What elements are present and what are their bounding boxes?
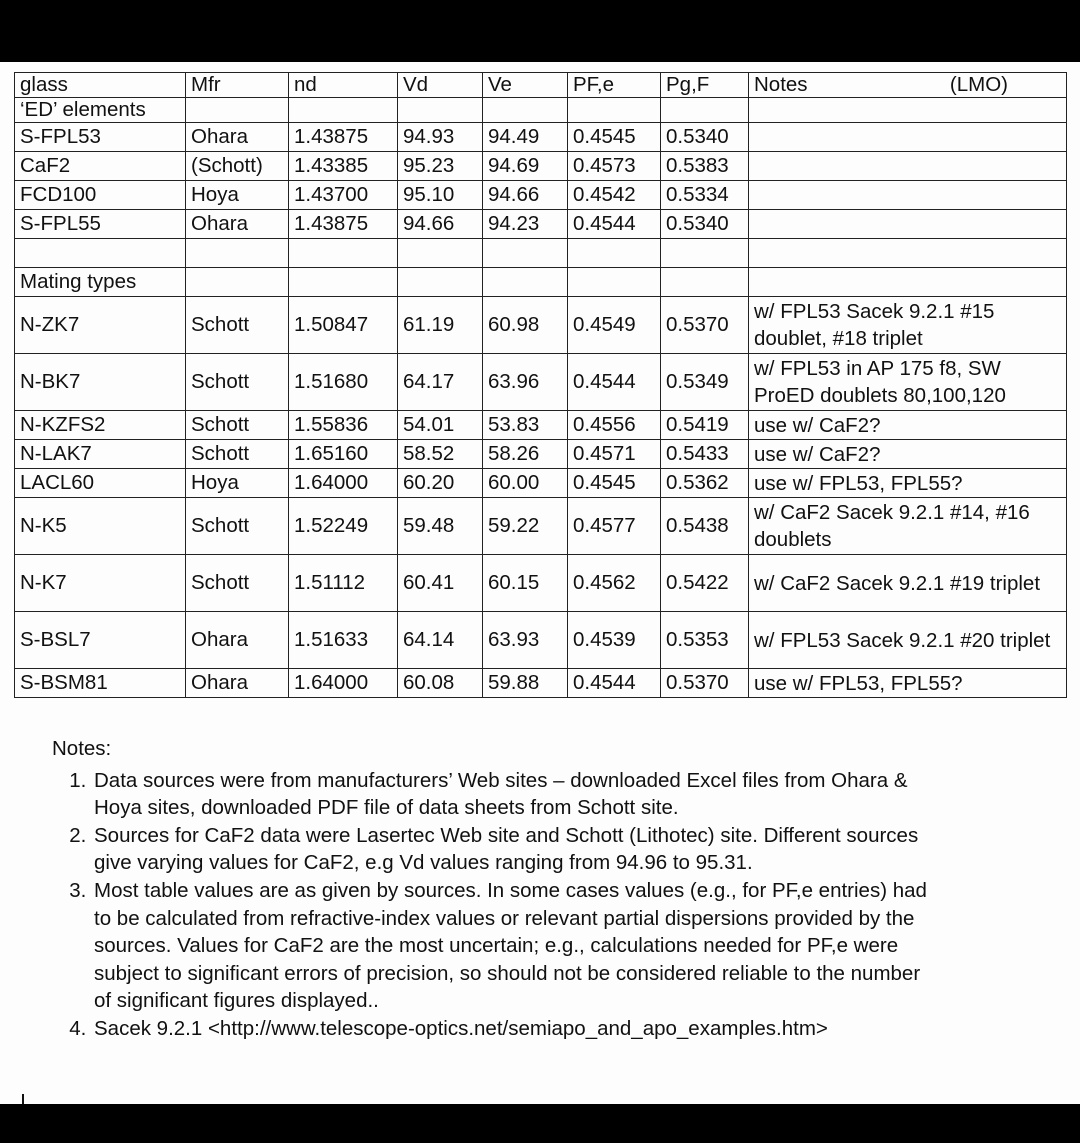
cell-ve: 53.83	[483, 411, 568, 440]
cell-pgf: 0.5438	[661, 498, 749, 555]
spacer-row	[15, 239, 1067, 268]
cell-pgf: 0.5334	[661, 181, 749, 210]
table-row	[15, 498, 1067, 555]
cell-pgf: 0.5370	[661, 297, 749, 354]
cell-pfe: 0.4545	[568, 123, 661, 152]
cell-vd: 58.52	[398, 440, 483, 469]
table-row	[15, 469, 1067, 498]
cell-glass: LACL60	[15, 469, 186, 498]
cell-mfr: Ohara	[186, 210, 289, 239]
cell-notes: use w/ FPL53, FPL55?	[749, 669, 1067, 698]
cell-mfr: Schott	[186, 498, 289, 555]
cell-nd: 1.65160	[289, 440, 398, 469]
table-row	[15, 123, 1067, 152]
cell-pgf: 0.5353	[661, 612, 749, 669]
cell-notes	[749, 123, 1067, 152]
cell-ve: 60.15	[483, 555, 568, 612]
cell-glass: N-BK7	[15, 354, 186, 411]
cell-notes: w/ CaF2 Sacek 9.2.1 #14, #16 doublets	[749, 498, 1067, 555]
cell-notes: use w/ CaF2?	[749, 440, 1067, 469]
cell-notes: use w/ CaF2?	[749, 411, 1067, 440]
document-page	[0, 62, 1080, 1104]
cell-vd: 54.01	[398, 411, 483, 440]
cell-vd: 94.66	[398, 210, 483, 239]
cell-ve: 59.88	[483, 669, 568, 698]
cell-notes	[749, 152, 1067, 181]
top-black-band	[0, 0, 1080, 62]
cell-mfr: Schott	[186, 297, 289, 354]
header-vd: Vd	[398, 73, 483, 98]
cell-glass: FCD100	[15, 181, 186, 210]
cell-glass: N-K5	[15, 498, 186, 555]
cell-pgf: 0.5370	[661, 669, 749, 698]
table-row	[15, 612, 1067, 669]
cell-pfe: 0.4562	[568, 555, 661, 612]
cell-nd: 1.51112	[289, 555, 398, 612]
cell-notes: w/ FPL53 Sacek 9.2.1 #20 triplet	[749, 612, 1067, 669]
cell-vd: 60.08	[398, 669, 483, 698]
note-item-2: 2. Sources for CaF2 data were Lasertec Web site and Schott (Lithotec) site. Different sources give varying values for CaF2, e.g Vd values ranging from 94.96 to 95.31.	[92, 822, 932, 877]
cell-glass: N-LAK7	[15, 440, 186, 469]
bottom-black-band	[0, 1104, 1080, 1143]
table-row	[15, 210, 1067, 239]
cell-notes: w/ FPL53 Sacek 9.2.1 #15 doublet, #18 triplet	[749, 297, 1067, 354]
table-row	[15, 669, 1067, 698]
cell-notes: use w/ FPL53, FPL55?	[749, 469, 1067, 498]
cell-glass: N-ZK7	[15, 297, 186, 354]
cell-mfr: Schott	[186, 354, 289, 411]
cell-pfe: 0.4577	[568, 498, 661, 555]
cell-glass: CaF2	[15, 152, 186, 181]
cell-mfr: Schott	[186, 411, 289, 440]
cell-nd: 1.43385	[289, 152, 398, 181]
cell-vd: 60.41	[398, 555, 483, 612]
cell-ve: 94.66	[483, 181, 568, 210]
cell-ve: 63.96	[483, 354, 568, 411]
cell-notes	[749, 210, 1067, 239]
cell-nd: 1.43875	[289, 210, 398, 239]
header-mfr: Mfr	[186, 73, 289, 98]
note-item-1: 1. Data sources were from manufacturers’ Web sites – downloaded Excel files from Ohara & Hoya sites, downloaded PDF file of data sheets from Schott site.	[92, 767, 932, 822]
cell-pfe: 0.4545	[568, 469, 661, 498]
table-row	[15, 354, 1067, 411]
cell-ve: 63.93	[483, 612, 568, 669]
cell-nd: 1.50847	[289, 297, 398, 354]
cell-ve: 60.00	[483, 469, 568, 498]
cell-nd: 1.64000	[289, 469, 398, 498]
cell-nd: 1.43875	[289, 123, 398, 152]
cell-vd: 95.10	[398, 181, 483, 210]
cell-pfe: 0.4556	[568, 411, 661, 440]
cell-nd: 1.52249	[289, 498, 398, 555]
cell-ve: 59.22	[483, 498, 568, 555]
cell-mfr: Ohara	[186, 123, 289, 152]
cell-mfr: Hoya	[186, 181, 289, 210]
cell-mfr: Schott	[186, 555, 289, 612]
cell-notes	[749, 181, 1067, 210]
cell-pfe: 0.4544	[568, 354, 661, 411]
note-item-4: 4. Sacek 9.2.1 <http://www.telescope-optics.net/semiapo_and_apo_examples.htm>	[92, 1015, 932, 1043]
table-row	[15, 152, 1067, 181]
section-row-mating	[15, 268, 1067, 297]
table-row	[15, 440, 1067, 469]
cell-mfr: Schott	[186, 440, 289, 469]
header-ve: Ve	[483, 73, 568, 98]
cell-nd: 1.64000	[289, 669, 398, 698]
table-row	[15, 181, 1067, 210]
cell-glass: N-K7	[15, 555, 186, 612]
section-label-mating: Mating types	[15, 268, 186, 297]
cell-vd: 95.23	[398, 152, 483, 181]
cell-notes: w/ CaF2 Sacek 9.2.1 #19 triplet	[749, 555, 1067, 612]
cell-nd: 1.55836	[289, 411, 398, 440]
cell-mfr: (Schott)	[186, 152, 289, 181]
header-pfe: PF,e	[568, 73, 661, 98]
cell-pgf: 0.5340	[661, 210, 749, 239]
cell-vd: 94.93	[398, 123, 483, 152]
cell-nd: 1.43700	[289, 181, 398, 210]
table-row	[15, 411, 1067, 440]
notes-list	[52, 767, 932, 1043]
glass-data-table	[14, 72, 1067, 698]
header-glass: glass	[15, 73, 186, 98]
notes-title: Notes:	[52, 737, 112, 760]
cell-ve: 94.49	[483, 123, 568, 152]
section-label-ed: ‘ED’ elements	[15, 98, 186, 123]
cell-pgf: 0.5419	[661, 411, 749, 440]
text-cursor-mark	[22, 1094, 24, 1104]
header-notes	[749, 73, 1067, 98]
cell-pfe: 0.4544	[568, 210, 661, 239]
cell-glass: S-BSM81	[15, 669, 186, 698]
cell-pgf: 0.5340	[661, 123, 749, 152]
cell-pgf: 0.5422	[661, 555, 749, 612]
cell-pfe: 0.4571	[568, 440, 661, 469]
notes-section	[52, 735, 932, 1043]
cell-ve: 94.69	[483, 152, 568, 181]
cell-ve: 94.23	[483, 210, 568, 239]
cell-mfr: Hoya	[186, 469, 289, 498]
cell-vd: 59.48	[398, 498, 483, 555]
cell-pgf: 0.5349	[661, 354, 749, 411]
cell-pfe: 0.4539	[568, 612, 661, 669]
cell-glass: S-FPL55	[15, 210, 186, 239]
cell-pfe: 0.4573	[568, 152, 661, 181]
cell-glass: S-BSL7	[15, 612, 186, 669]
cell-pgf: 0.5433	[661, 440, 749, 469]
header-notes-label: Notes	[754, 73, 808, 96]
cell-ve: 60.98	[483, 297, 568, 354]
cell-pfe: 0.4549	[568, 297, 661, 354]
cell-notes: w/ FPL53 in AP 175 f8, SW ProED doublets 80,100,120	[749, 354, 1067, 411]
cell-pfe: 0.4544	[568, 669, 661, 698]
cell-vd: 61.19	[398, 297, 483, 354]
cell-nd: 1.51633	[289, 612, 398, 669]
cell-vd: 64.14	[398, 612, 483, 669]
cell-vd: 60.20	[398, 469, 483, 498]
cell-pfe: 0.4542	[568, 181, 661, 210]
cell-glass: N-KZFS2	[15, 411, 186, 440]
header-lmo: (LMO)	[949, 73, 1008, 96]
cell-mfr: Ohara	[186, 669, 289, 698]
cell-vd: 64.17	[398, 354, 483, 411]
note-item-3: 3. Most table values are as given by sources. In some cases values (e.g., for PF,e entries) had to be calculated from refractive-index values or relevant partial dispersions provided by the sources. Values for CaF2 are the most uncertain; e.g., calculations needed for PF,e were subject to significant errors of precision, so should not be considered reliable to the number of significant figures displayed..	[92, 877, 932, 1015]
table-row	[15, 555, 1067, 612]
cell-ve: 58.26	[483, 440, 568, 469]
header-nd: nd	[289, 73, 398, 98]
header-pgf: Pg,F	[661, 73, 749, 98]
section-row-ed	[15, 98, 1067, 123]
cell-pgf: 0.5383	[661, 152, 749, 181]
cell-glass: S-FPL53	[15, 123, 186, 152]
table-row	[15, 297, 1067, 354]
cell-pgf: 0.5362	[661, 469, 749, 498]
cell-mfr: Ohara	[186, 612, 289, 669]
cell-nd: 1.51680	[289, 354, 398, 411]
table-header-row	[15, 73, 1067, 98]
